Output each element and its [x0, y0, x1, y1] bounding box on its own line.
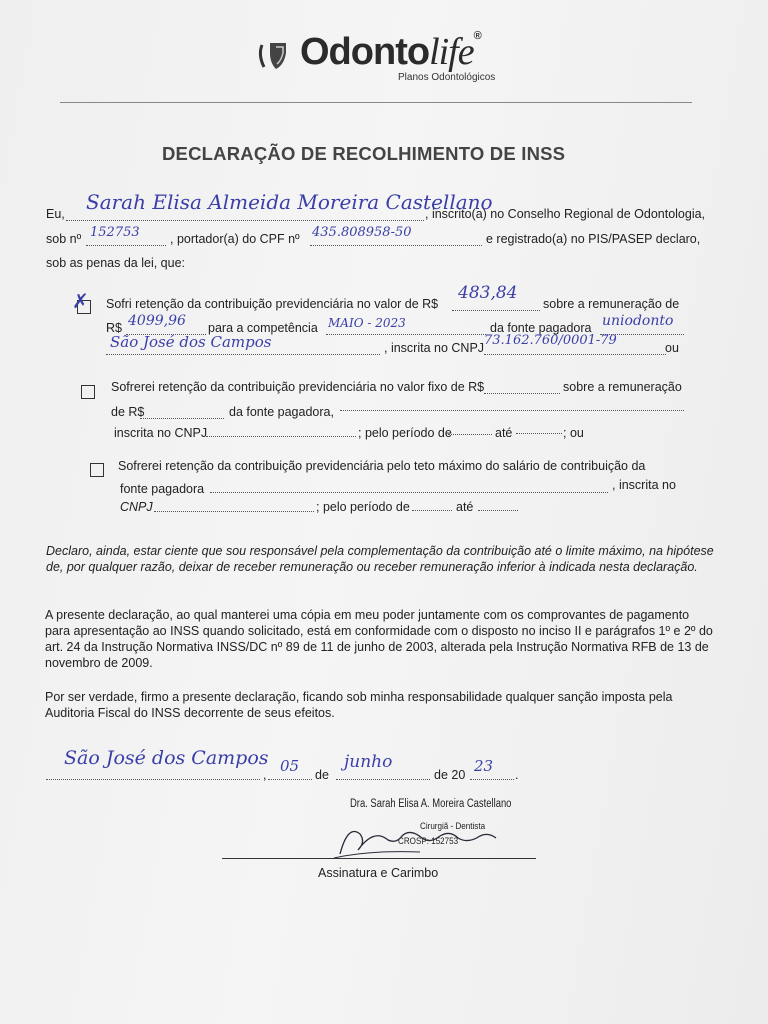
option2-text-3: de R$	[111, 405, 145, 419]
option2-text-7: até	[495, 426, 513, 440]
option2-remuneration-line	[140, 418, 224, 419]
header-divider	[60, 102, 692, 103]
intro-text-2: , portador(a) do CPF nº	[170, 232, 300, 246]
logo-wordmark: Odontolife®	[300, 30, 481, 73]
intro-text-4: sob as penas da lei, que:	[46, 256, 185, 270]
date-month-line	[336, 779, 430, 780]
option2-cnpj-line	[206, 436, 356, 437]
option1-text-7: ou	[665, 341, 679, 355]
document-title: DECLARAÇÃO DE RECOLHIMENTO DE INSS	[162, 143, 566, 164]
date-comma: ,	[263, 768, 267, 782]
option2-text-5: inscrita no CNPJ	[114, 426, 208, 440]
option3-text-3: , inscrita no	[612, 478, 676, 492]
signature-icon	[330, 814, 500, 860]
option3-text-5: ; pelo período de	[316, 500, 410, 514]
date-place-line	[46, 779, 260, 780]
date-period: .	[515, 768, 519, 782]
option2-text-1: Sofrerei retenção da contribuição previdenciária no valor fixo de R$	[111, 380, 485, 394]
handwritten-competencia: MAIO - 2023	[328, 316, 406, 330]
option1-text-2: sobre a remuneração de	[543, 297, 680, 311]
handwritten-value: 483,84	[458, 283, 518, 303]
option3-cnpj-line	[154, 511, 314, 512]
option1-fonte-line-2	[106, 354, 380, 355]
handwritten-year: 23	[474, 757, 494, 775]
name-line	[66, 220, 424, 221]
option2-period-start-line	[448, 434, 492, 435]
stamp-name: Dra. Sarah Elisa A. Moreira Castellano	[350, 798, 512, 810]
intro-sob-label: sob nº	[46, 232, 82, 246]
cro-number-line	[86, 245, 166, 246]
option2-period-end-line	[516, 433, 562, 434]
handwritten-day: 05	[280, 757, 300, 775]
option2-text-4: da fonte pagadora,	[229, 405, 334, 419]
option2-checkbox[interactable]	[81, 385, 95, 399]
signature-line	[222, 858, 536, 859]
handwritten-fonte-2: São José dos Campos	[110, 333, 272, 351]
presente-declaracao-paragraph: A presente declaração, ao qual manterei uma cópia em meu poder juntamente com os comprovantes de pagamento para apresentação ao INSS quando solicitado, está em conformidade com o disposto no inciso II e parágrafos 1º e 2º do art. 24 da Instrução Normativa INSS/DC nº 89 de 11 de junho de 2003, alterada pela Instrução Normativa RFB de 13 de novembro de 2009.	[45, 608, 713, 670]
verdade-paragraph: Por ser verdade, firmo a presente declaração, ficando sob minha responsabilidade qualquer sanção imposta pela Auditoria Fiscal do INSS decorrente de seus efeitos.	[45, 690, 673, 720]
option3-text-6: até	[456, 500, 474, 514]
signature-label: Assinatura e Carimbo	[318, 866, 439, 880]
date-year-prefix: de 20	[434, 768, 466, 782]
declaro-paragraph: Declaro, ainda, estar ciente que sou responsável pela complementação da contribuição até o limite máximo, na hipótese de, por qualquer razão, deixar de receber remuneração ou receber remuneração inferior à indicada nesta declaração.	[46, 544, 714, 574]
handwritten-fonte-1: uniodonto	[602, 313, 674, 329]
option3-text-1: Sofrerei retenção da contribuição previdenciária pelo teto máximo do salário de contribuição da	[118, 459, 646, 473]
handwritten-cpf: 435.808958-50	[312, 225, 412, 240]
handwritten-name: Sarah Elisa Almeida Moreira Castellano	[86, 190, 493, 214]
handwritten-remuneration: 4099,96	[128, 313, 186, 329]
handwritten-place: São José dos Campos	[64, 747, 269, 769]
date-year-line	[470, 779, 514, 780]
option2-text-8: ; ou	[563, 426, 584, 440]
option2-text-6: ; pelo período de	[358, 426, 452, 440]
option1-value-line	[452, 310, 540, 311]
tooth-logo-icon	[256, 35, 296, 75]
option1-text-1: Sofri retenção da contribuição previdenciária no valor de R$	[106, 297, 439, 311]
option1-competencia-line	[326, 334, 486, 335]
option1-cnpj-line	[484, 354, 666, 355]
stamp-crosp: CROSP: 152753	[398, 836, 459, 847]
option1-text-3: R$	[106, 321, 122, 335]
option1-check-mark: ✗	[72, 289, 89, 313]
option2-fonte-line	[340, 410, 684, 411]
option3-checkbox[interactable]	[90, 463, 104, 477]
option2-text-2: sobre a remuneração	[563, 380, 682, 394]
date-de-1: de	[315, 768, 329, 782]
option1-text-6: , inscrita no CNPJ	[384, 341, 485, 355]
option3-text-4: CNPJ	[120, 500, 153, 514]
intro-text-3: e registrado(a) no PIS/PASEP declaro,	[486, 232, 701, 246]
date-day-line	[268, 779, 312, 780]
handwritten-cnpj: 73.162.760/0001-79	[484, 333, 617, 348]
intro-text-1: , inscrito(a) no Conselho Regional de Odontologia,	[425, 207, 706, 221]
stamp-profession: Cirurgiã - Dentista	[420, 821, 486, 832]
handwritten-month: junho	[344, 752, 393, 772]
option3-period-start-line	[412, 510, 452, 511]
handwritten-cro-number: 152753	[90, 225, 140, 240]
option1-text-5: da fonte pagadora	[490, 321, 592, 335]
intro-eu-label: Eu,	[46, 207, 65, 221]
option3-text-2: fonte pagadora	[120, 482, 205, 496]
option1-text-4: para a competência	[208, 321, 318, 335]
option3-period-end-line	[478, 510, 518, 511]
option3-fonte-line	[210, 492, 608, 493]
logo-subtitle: Planos Odontológicos	[398, 72, 496, 83]
option2-value-line	[484, 393, 560, 394]
cpf-line	[310, 245, 482, 246]
